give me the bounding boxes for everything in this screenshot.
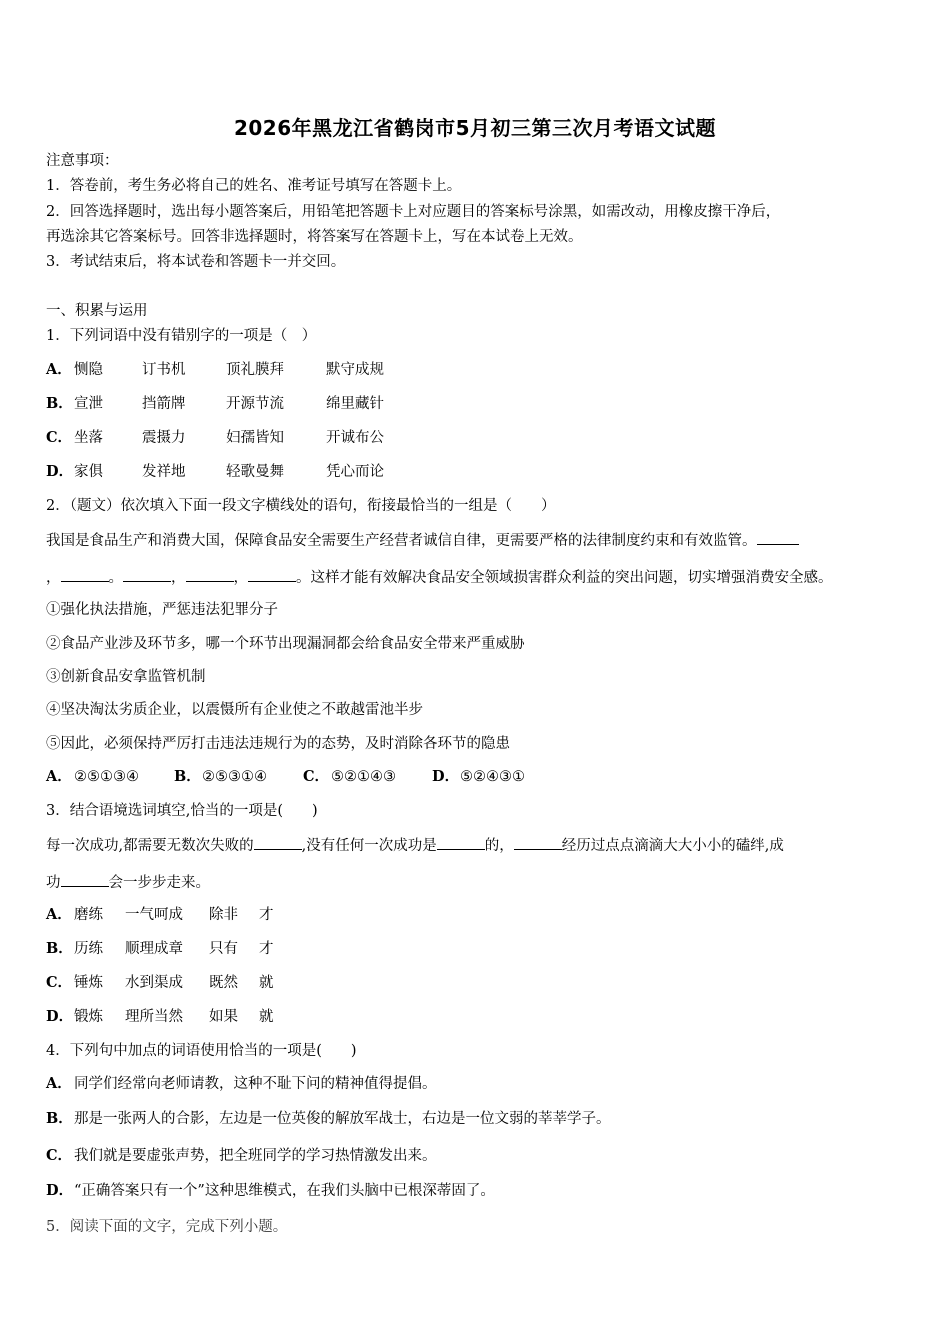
option-word: 锤炼 [74, 975, 103, 991]
punct: ， [171, 570, 186, 586]
option-word: 订书机 [142, 362, 186, 378]
option-word: 磨练 [74, 907, 103, 923]
option-label: B． [46, 940, 73, 957]
option-text: 我们就是要虚张声势，把全班同学的学习热情激发出来。 [74, 1148, 437, 1164]
notice-item: 3．考试结束后，将本试卷和答题卡一并交回。 [46, 254, 346, 270]
option-label: D． [432, 768, 460, 785]
passage-text: 每一次成功,都需要无数次失败的 [46, 838, 254, 854]
option-word: 宣泄 [74, 396, 103, 412]
question-4-stem: 4．下列句中加点的词语使用恰当的一项是( ) [46, 1043, 357, 1059]
option-label: D． [46, 463, 74, 480]
passage-text: 会一步步走来。 [108, 875, 210, 891]
option-label: B． [46, 1110, 73, 1127]
section-heading: 一、积累与运用 [46, 303, 148, 319]
fill-blank [61, 872, 109, 887]
option-text: ⑤②④③① [460, 769, 525, 785]
option-word: 妇孺皆知 [226, 430, 284, 446]
option-word: 才 [259, 941, 274, 957]
fill-blank [123, 567, 171, 582]
page-title: 2026年黑龙江省鹤岗市5月初三第三次月考语文试题 [233, 116, 717, 140]
option-word: 如果 [209, 1009, 238, 1025]
sentence-item: ④坚决淘汰劣质企业，以震慑所有企业使之不敢越雷池半步 [46, 702, 423, 718]
option-word: 轻歌曼舞 [226, 464, 284, 480]
passage-line [46, 567, 833, 588]
option-text: ②⑤①③④ [74, 769, 139, 785]
option-word: 只有 [209, 941, 238, 957]
option-text: ⑤②①④③ [331, 769, 396, 785]
notice-item: 1．答卷前，考生务必将自己的姓名、准考证号填写在答题卡上。 [46, 178, 462, 194]
punct: ， [46, 570, 61, 586]
passage-text: 我国是食品生产和消费大国，保障食品安全需要生产经营者诚信自律，更需要严格的法律制度约束和有效监管。 [46, 533, 757, 549]
passage-line [46, 530, 799, 551]
option-text: 那是一张两人的合影，左边是一位英俊的解放军战士，右边是一位文弱的莘莘学子。 [74, 1111, 611, 1127]
option-word: 挡箭牌 [142, 396, 186, 412]
option-word: 既然 [209, 975, 238, 991]
punct: 。 [108, 570, 123, 586]
fill-blank [757, 530, 799, 545]
question-2-stem: 2．（题文）依次填入下面一段文字横线处的语句，衔接最恰当的一组是（ ） [46, 498, 556, 514]
option-word: 水到渠成 [125, 975, 183, 991]
option-word: 理所当然 [125, 1009, 183, 1025]
sentence-item: ②食品产业涉及环节多，哪一个环节出现漏洞都会给食品安全带来严重威胁 [46, 636, 525, 652]
notice-heading: 注意事项： [46, 153, 119, 169]
option-word: 开诚布公 [326, 430, 384, 446]
option-word: 就 [259, 975, 274, 991]
option-word: 家俱 [74, 464, 103, 480]
fill-blank [514, 835, 562, 850]
option-word: 顺理成章 [125, 941, 183, 957]
passage-text: ,没有任何一次成功是 [301, 838, 437, 854]
question-1-stem: 1．下列词语中没有错别字的一项是（ ） [46, 328, 317, 344]
option-label: D． [46, 1008, 74, 1025]
option-label: D． [46, 1182, 74, 1199]
option-word: 一气呵成 [125, 907, 183, 923]
option-word: 默守成规 [326, 362, 384, 378]
option-word: 除非 [209, 907, 238, 923]
option-label: B． [174, 768, 201, 785]
question-3-stem: 3．结合语境选词填空,恰当的一项是( ) [46, 803, 318, 819]
option-label: B． [46, 395, 73, 412]
option-word: 坐落 [74, 430, 103, 446]
fill-blank [254, 835, 302, 850]
option-word: 震摄力 [142, 430, 186, 446]
option-word: 顶礼膜拜 [226, 362, 284, 378]
option-word: 锻炼 [74, 1009, 103, 1025]
option-label: A． [46, 1075, 72, 1092]
option-label: A． [46, 768, 72, 785]
passage-text: 。这样才能有效解决食品安全领域损害群众利益的突出问题，切实增强消费安全感。 [296, 570, 833, 586]
option-word: 发祥地 [142, 464, 186, 480]
option-word: 绵里藏针 [326, 396, 384, 412]
option-word: 才 [259, 907, 274, 923]
fill-blank [61, 567, 109, 582]
option-word: 开源节流 [226, 396, 284, 412]
notice-item: 再选涂其它答案标号。回答非选择题时，将答案写在答题卡上，写在本试卷上无效。 [46, 229, 583, 245]
option-word: 历练 [74, 941, 103, 957]
option-label: C． [46, 1147, 73, 1164]
option-word: 恻隐 [74, 362, 103, 378]
passage-text: 经历过点点滴滴大大小小的磕绊,成 [561, 838, 784, 854]
option-word: 凭心而论 [326, 464, 384, 480]
option-text: 同学们经常向老师请教，这种不耻下问的精神值得提倡。 [74, 1076, 437, 1092]
question-5-stem: 5．阅读下面的文字，完成下列小题。 [46, 1219, 288, 1235]
option-label: C． [303, 768, 330, 785]
option-label: C． [46, 974, 73, 991]
passage-line [46, 872, 210, 893]
fill-blank [186, 567, 234, 582]
fill-blank [437, 835, 485, 850]
sentence-item: ⑤因此，必须保持严厉打击违法违规行为的态势，及时消除各环节的隐患 [46, 736, 510, 752]
sentence-item: ①强化执法措施，严惩违法犯罪分子 [46, 602, 278, 618]
option-label: A． [46, 361, 72, 378]
passage-text: 功 [46, 875, 61, 891]
option-text: “正确答案只有一个”这种思维模式，在我们头脑中已根深蒂固了。 [74, 1183, 495, 1199]
passage-line [46, 835, 784, 856]
fill-blank [248, 567, 296, 582]
passage-text: 的， [484, 838, 514, 854]
option-label: A． [46, 906, 72, 923]
sentence-item: ③创新食品安拿监管机制 [46, 669, 206, 685]
option-word: 就 [259, 1009, 274, 1025]
option-text: ②⑤③①④ [202, 769, 267, 785]
option-label: C． [46, 429, 73, 446]
notice-item: 2．回答选择题时，选出每小题答案后，用铅笔把答题卡上对应题目的答案标号涂黑，如需改动，用橡皮擦干净后， [46, 204, 781, 220]
punct: ， [233, 570, 248, 586]
